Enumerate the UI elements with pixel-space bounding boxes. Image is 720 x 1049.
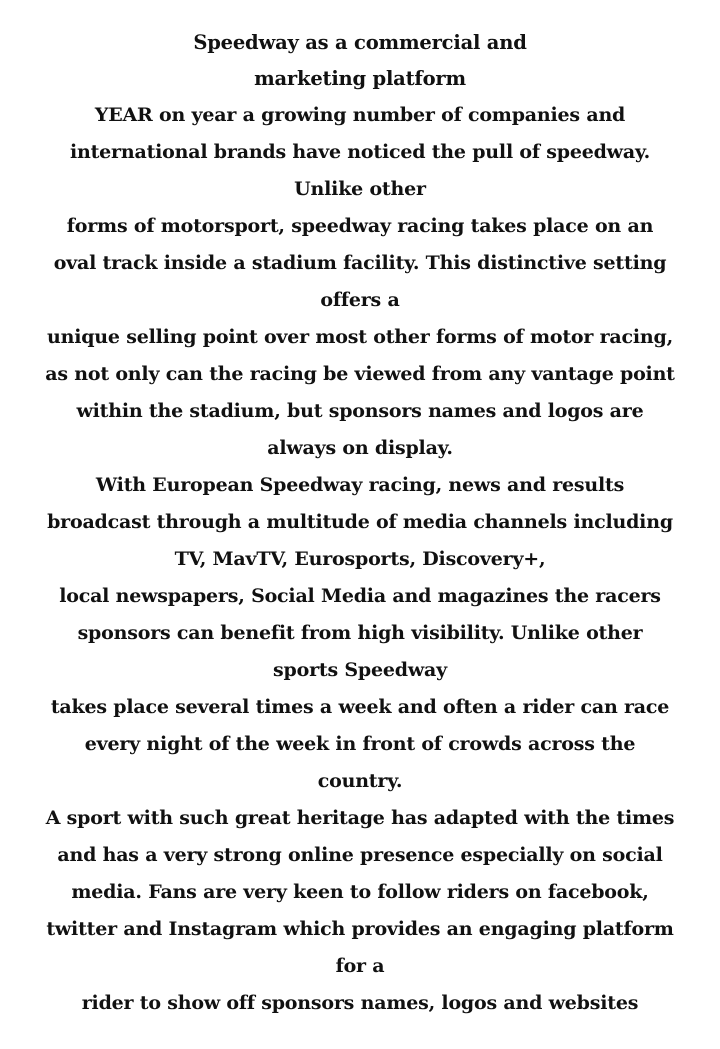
body-line: and has a very strong online presence especially on social bbox=[57, 844, 663, 866]
body-line: media. Fans are very keen to follow riders on facebook, bbox=[71, 881, 649, 903]
body-line: country. bbox=[317, 770, 403, 792]
body-line: offers a bbox=[320, 289, 400, 311]
body-line: sponsors can benefit from high visibility. Unlike other bbox=[77, 622, 643, 644]
document-title-line-1: Speedway as a commercial and bbox=[193, 31, 527, 54]
body-line: always on display. bbox=[267, 437, 453, 459]
body-line: unique selling point over most other forms of motor racing, bbox=[46, 326, 674, 348]
body-line: With European Speedway racing, news and results bbox=[95, 474, 625, 496]
body-line: TV, MavTV, Eurosports, Discovery+, bbox=[174, 548, 546, 570]
body-line: sports Speedway bbox=[273, 659, 447, 681]
body-line: local newspapers, Social Media and magazines the racers bbox=[59, 585, 661, 607]
body-line: rider to show off sponsors names, logos and websites bbox=[81, 992, 639, 1014]
body-line: for a bbox=[335, 955, 385, 977]
document-page bbox=[0, 25, 720, 1022]
body-line: YEAR on year a growing number of companies and bbox=[94, 104, 626, 126]
body-line: international brands have noticed the pull of speedway. bbox=[69, 141, 651, 163]
body-line: A sport with such great heritage has adapted with the times bbox=[45, 807, 675, 829]
body-line: Unlike other bbox=[294, 178, 426, 200]
document-title-line-2: marketing platform bbox=[254, 67, 466, 90]
body-line: twitter and Instagram which provides an engaging platform bbox=[46, 918, 674, 940]
body-line: broadcast through a multitude of media channels including bbox=[47, 511, 673, 533]
body-line: forms of motorsport, speedway racing takes place on an bbox=[66, 215, 654, 237]
body-line: as not only can the racing be viewed from any vantage point bbox=[45, 363, 675, 385]
body-line: every night of the week in front of crowds across the bbox=[84, 733, 636, 755]
body-line: oval track inside a stadium facility. This distinctive setting bbox=[53, 252, 667, 274]
body-line: within the stadium, but sponsors names and logos are bbox=[76, 400, 644, 422]
body-line: takes place several times a week and often a rider can race bbox=[50, 696, 670, 718]
